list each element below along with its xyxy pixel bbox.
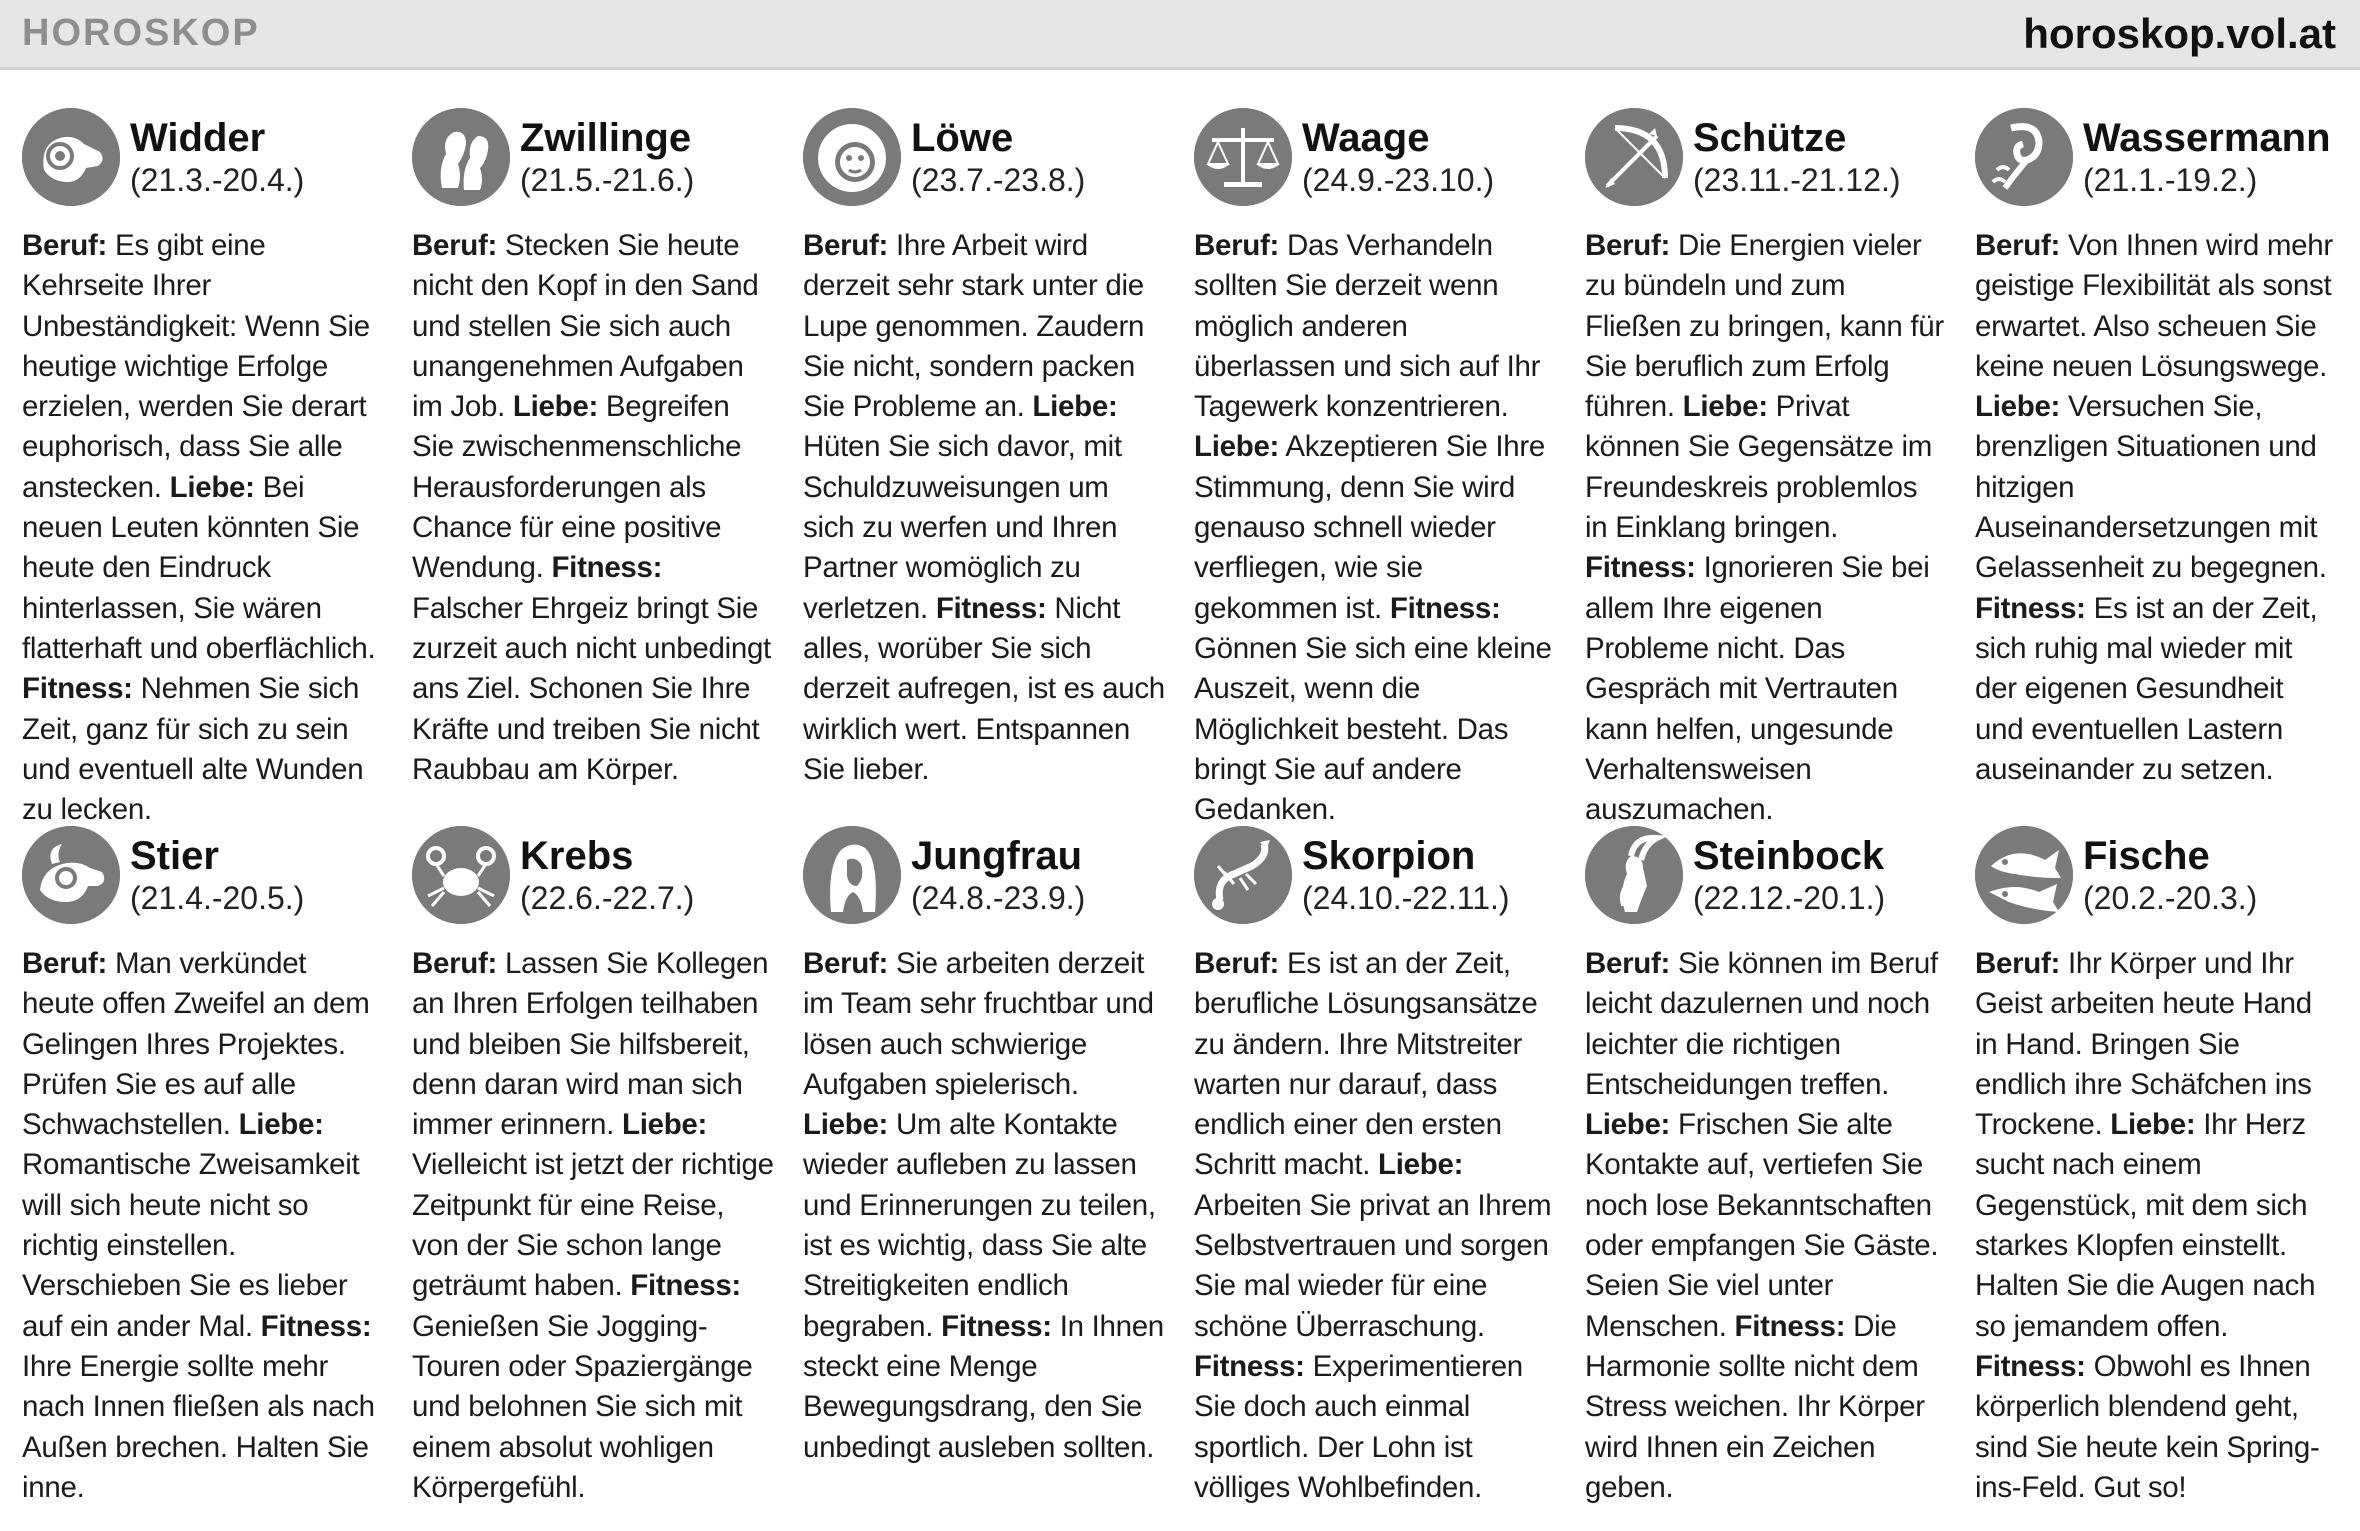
sign-dates: (22.6.-22.7.)	[520, 880, 695, 916]
liebe-text: Vielleicht ist jetzt der richtige Zeitpunkt für eine Reise, von der Sie schon lange geträumt haben.	[412, 1148, 774, 1303]
beruf-label: Beruf:	[1585, 947, 1671, 980]
sign-header	[1585, 100, 1947, 214]
horoscope-card	[412, 818, 774, 1508]
liebe-text: Hüten Sie sich davor, mit Schuldzuweisungen um sich zu werfen und Ihren Partner womöglich zu verletzen.	[803, 430, 1122, 625]
liebe-label: Liebe:	[1975, 390, 2061, 424]
fitness-text: Nehmen Sie sich Zeit, ganz für sich zu sein und eventuell alte Wunden zu lecken.	[22, 672, 364, 827]
beruf-text: Lassen Sie Kollegen an Ihren Erfolgen teilhaben und bleiben Sie hilfsbereit, denn daran wird man sich immer erinnern.	[412, 947, 769, 1142]
beruf-label: Beruf:	[412, 947, 498, 980]
beruf-label: Beruf:	[1194, 947, 1280, 980]
sign-forecast	[22, 944, 384, 1508]
sign-forecast	[1585, 944, 1947, 1508]
beruf-label: Beruf:	[22, 229, 108, 262]
sign-header	[22, 818, 384, 932]
horoscope-card	[412, 100, 774, 790]
water-bearer-icon	[1975, 108, 2073, 206]
fitness-label: Fitness:	[551, 551, 663, 585]
fitness-text: Ihre Energie sollte mehr nach Innen fließen als nach Außen brechen. Halten Sie inne.	[22, 1349, 375, 1504]
sign-header	[803, 100, 1165, 214]
beruf-label: Beruf:	[412, 229, 498, 262]
sign-dates: (22.12.-20.1.)	[1693, 880, 1886, 916]
sign-header	[1194, 100, 1556, 214]
beruf-text: Die Energien vieler zu bündeln und zum Fließen zu bringen, kann für Sie beruflich zum Erfolg führen.	[1585, 229, 1944, 424]
liebe-text: Frischen Sie alte Kontakte auf, vertiefen Sie noch lose Bekanntschaften oder empfangen Sie Gäste. Seien Sie viel unter Menschen.	[1585, 1108, 1939, 1343]
beruf-text: Von Ihnen wird mehr geistige Flexibilität als sonst erwartet. Also scheuen Sie keine neuen Lösungswege.	[1975, 229, 2333, 383]
header-bar	[0, 0, 2360, 70]
liebe-label: Liebe:	[621, 1108, 708, 1142]
sign-forecast	[1194, 944, 1556, 1508]
beruf-label: Beruf:	[1975, 947, 2061, 980]
beruf-text: Das Verhandeln sollten Sie derzeit wenn möglich anderen überlassen und sich auf Ihr Tagewerk konzentrieren.	[1194, 229, 1541, 424]
fish-icon	[1975, 826, 2073, 924]
ram-icon	[22, 108, 120, 206]
sign-dates: (20.2.-20.3.)	[2083, 880, 2258, 916]
sign-name: Steinbock	[1693, 834, 1885, 878]
sign-forecast	[803, 944, 1165, 1468]
liebe-text: Arbeiten Sie privat an Ihrem Selbstvertrauen und sorgen Sie mal wieder für eine schöne Überraschung.	[1194, 1188, 1552, 1343]
fitness-text: Es ist an der Zeit, sich ruhig mal wieder mit der eigenen Gesundheit und eventuellen Lastern auseinander zu setzen.	[1975, 591, 2318, 786]
site-link[interactable]: horoskop.vol.at	[2023, 10, 2336, 57]
sign-dates: (24.9.-23.10.)	[1302, 162, 1495, 198]
sign-dates: (21.5.-21.6.)	[520, 162, 695, 198]
fitness-text: Experimentieren Sie doch auch einmal sportlich. Der Lohn ist völliges Wohlbefinden.	[1194, 1349, 1523, 1504]
liebe-label: Liebe:	[803, 1108, 889, 1142]
liebe-label: Liebe:	[1194, 430, 1280, 464]
sign-dates: (23.11.-21.12.)	[1693, 162, 1901, 198]
sign-header	[1975, 818, 2337, 932]
sign-forecast	[1975, 944, 2337, 1508]
fitness-label: Fitness:	[1734, 1309, 1846, 1343]
sign-name: Widder	[130, 116, 266, 160]
liebe-label: Liebe:	[1682, 390, 1768, 424]
sign-name: Waage	[1302, 116, 1430, 160]
sign-name: Krebs	[520, 834, 634, 878]
page-title: HOROSKOP	[22, 12, 260, 54]
sign-forecast	[412, 226, 774, 790]
horoscope-card	[1975, 100, 2337, 790]
scales-icon	[1194, 108, 1292, 206]
fitness-label: Fitness:	[935, 591, 1047, 625]
fitness-text: Ignorieren Sie bei allem Ihre eigenen Probleme nicht. Das Gespräch mit Vertrauten kann helfen, ungesunde Verhaltensweisen auszumachen.	[1585, 551, 1930, 827]
sign-forecast	[1194, 226, 1556, 830]
horoscope-card	[1194, 818, 1556, 1508]
horoscope-card	[1585, 818, 1947, 1508]
ibex-icon	[1585, 826, 1683, 924]
fitness-text: In Ihnen steckt eine Menge Bewegungsdrang, den Sie unbedingt ausleben sollten.	[803, 1309, 1164, 1464]
fitness-text: Die Harmonie sollte nicht dem Stress weichen. Ihr Körper wird Ihnen ein Zeichen geben.	[1585, 1309, 1925, 1504]
liebe-label: Liebe:	[512, 390, 598, 424]
liebe-text: Um alte Kontakte wieder aufleben zu lassen und Erinnerungen zu teilen, ist es wichtig, dass Sie alte Streitigkeiten endlich begraben.	[803, 1108, 1156, 1343]
beruf-text: Stecken Sie heute nicht den Kopf in den Sand und stellen Sie sich auch unangenehmen Aufgaben im Job.	[412, 229, 759, 424]
beruf-label: Beruf:	[803, 229, 889, 262]
sign-name: Fische	[2083, 834, 2210, 878]
horoscope-card	[803, 818, 1165, 1468]
liebe-label: Liebe:	[1585, 1108, 1671, 1142]
fitness-text: Genießen Sie Jogging-Touren oder Spaziergänge und belohnen Sie sich mit einem absolut wohligen Körpergefühl.	[412, 1309, 753, 1504]
sign-forecast	[22, 226, 384, 830]
fitness-label: Fitness:	[941, 1309, 1052, 1343]
beruf-text: Es gibt eine Kehrseite Ihrer Unbeständigkeit: Wenn Sie heutige wichtige Erfolge erzielen, werden Sie derart euphorisch, dass Sie alle anstecken.	[22, 229, 370, 504]
horoscope-card	[803, 100, 1165, 790]
sign-dates: (23.7.-23.8.)	[911, 162, 1086, 198]
sign-name: Jungfrau	[911, 834, 1083, 878]
fitness-label: Fitness:	[1194, 1349, 1305, 1383]
fitness-label: Fitness:	[1975, 1349, 2086, 1383]
sign-name: Löwe	[911, 116, 1014, 160]
fitness-text: Obwohl es Ihnen körperlich blendend geht, sind Sie heute kein Spring-ins-Feld. Gut so!	[1975, 1349, 2320, 1504]
beruf-text: Ihre Arbeit wird derzeit sehr stark unter die Lupe genommen. Zaudern Sie nicht, sondern packen Sie Probleme an.	[803, 229, 1145, 424]
sign-forecast	[412, 944, 774, 1508]
sign-header	[412, 100, 774, 214]
liebe-text: Akzeptieren Sie Ihre Stimmung, denn Sie wird genauso schnell wieder verfliegen, wie sie gekommen ist.	[1194, 430, 1546, 625]
sign-forecast	[803, 226, 1165, 790]
sign-name: Schütze	[1693, 116, 1847, 160]
lion-icon	[803, 108, 901, 206]
fitness-label: Fitness:	[630, 1269, 741, 1303]
horoscope-card	[22, 100, 384, 830]
liebe-text: Ihr Herz sucht nach einem Gegenstück, mit dem sich starkes Klopfen einstellt. Halten Sie die Augen nach so jemandem offen.	[1975, 1108, 2316, 1343]
sign-dates: (21.4.-20.5.)	[130, 880, 305, 916]
liebe-label: Liebe:	[169, 470, 255, 504]
crab-icon	[412, 826, 510, 924]
liebe-text: Begreifen Sie zwischenmenschliche Herausforderungen als Chance für eine positive Wendung.	[412, 390, 742, 585]
liebe-text: Romantische Zweisamkeit will sich heute nicht so richtig einstellen. Verschieben Sie es lieber auf ein ander Mal.	[22, 1148, 360, 1343]
sign-name: Wassermann	[2083, 116, 2331, 160]
beruf-label: Beruf:	[1585, 229, 1671, 262]
sign-header	[22, 100, 384, 214]
sign-name: Skorpion	[1302, 834, 1476, 878]
beruf-label: Beruf:	[22, 947, 108, 980]
sign-header	[412, 818, 774, 932]
horoscope-card	[22, 818, 384, 1508]
beruf-text: Sie arbeiten derzeit im Team sehr fruchtbar und lösen auch schwierige Aufgaben spielerisch.	[803, 947, 1154, 1101]
sign-forecast	[1585, 226, 1947, 830]
fitness-text: Gönnen Sie sich eine kleine Auszeit, wenn die Möglichkeit besteht. Das bringt Sie auf andere Gedanken.	[1194, 631, 1552, 827]
fitness-label: Fitness:	[260, 1309, 372, 1343]
archer-icon	[1585, 108, 1683, 206]
sign-header	[1194, 818, 1556, 932]
sign-dates: (21.3.-20.4.)	[130, 162, 305, 198]
sign-name: Stier	[130, 834, 219, 878]
liebe-label: Liebe:	[238, 1108, 324, 1142]
fitness-label: Fitness:	[1389, 591, 1501, 625]
beruf-label: Beruf:	[1194, 229, 1280, 262]
liebe-text: Versuchen Sie, brenzligen Situationen und hitzigen Auseinandersetzungen mit Gelassenheit zu begegnen.	[1975, 390, 2327, 585]
beruf-label: Beruf:	[803, 947, 889, 980]
sign-name: Zwillinge	[520, 116, 692, 160]
beruf-text: Ihr Körper und Ihr Geist arbeiten heute Hand in Hand. Bringen Sie endlich ihre Schäfchen ins Trockene.	[1975, 947, 2312, 1142]
liebe-text: Bei neuen Leuten könnten Sie heute den Eindruck hinterlassen, Sie wären flatterhaft und oberflächlich.	[22, 470, 376, 665]
beruf-label: Beruf:	[1975, 229, 2061, 262]
liebe-label: Liebe:	[1032, 390, 1118, 424]
sign-header	[1585, 818, 1947, 932]
liebe-label: Liebe:	[2110, 1108, 2196, 1142]
horoscope-grid	[22, 100, 2342, 1504]
fitness-label: Fitness:	[22, 672, 133, 706]
virgin-icon	[803, 826, 901, 924]
twins-icon	[412, 108, 510, 206]
fitness-text: Falscher Ehrgeiz bringt Sie zurzeit auch nicht unbedingt ans Ziel. Schonen Sie Ihre Kräfte und treiben Sie nicht Raubbau am Körper.	[412, 591, 771, 786]
bull-icon	[22, 826, 120, 924]
beruf-text: Sie können im Beruf leicht dazulernen und noch leichter die richtigen Entscheidungen treffen.	[1585, 947, 1938, 1101]
sign-dates: (24.10.-22.11.)	[1302, 880, 1510, 916]
sign-dates: (21.1.-19.2.)	[2083, 162, 2258, 198]
horoscope-card	[1585, 100, 1947, 830]
fitness-label: Fitness:	[1975, 591, 2086, 625]
horoscope-card	[1194, 100, 1556, 830]
fitness-label: Fitness:	[1585, 551, 1696, 585]
sign-header	[803, 818, 1165, 932]
fitness-text: Nicht alles, worüber Sie sich derzeit aufregen, ist es auch wirklich wert. Entspannen Sie lieber.	[803, 591, 1165, 786]
sign-forecast	[1975, 226, 2337, 790]
liebe-text: Privat können Sie Gegensätze im Freundeskreis problemlos in Einklang bringen.	[1585, 390, 1933, 545]
sign-dates: (24.8.-23.9.)	[911, 880, 1086, 916]
liebe-label: Liebe:	[1378, 1148, 1464, 1182]
beruf-text: Man verkündet heute offen Zweifel an dem Gelingen Ihres Projektes. Prüfen Sie es auf alle Schwachstellen.	[22, 947, 370, 1142]
horoscope-card	[1975, 818, 2337, 1508]
beruf-text: Es ist an der Zeit, berufliche Lösungsansätze zu ändern. Ihre Mitstreiter warten nur darauf, dass endlich einer den ersten Schritt macht.	[1194, 947, 1538, 1182]
scorpion-icon	[1194, 826, 1292, 924]
sign-header	[1975, 100, 2337, 214]
